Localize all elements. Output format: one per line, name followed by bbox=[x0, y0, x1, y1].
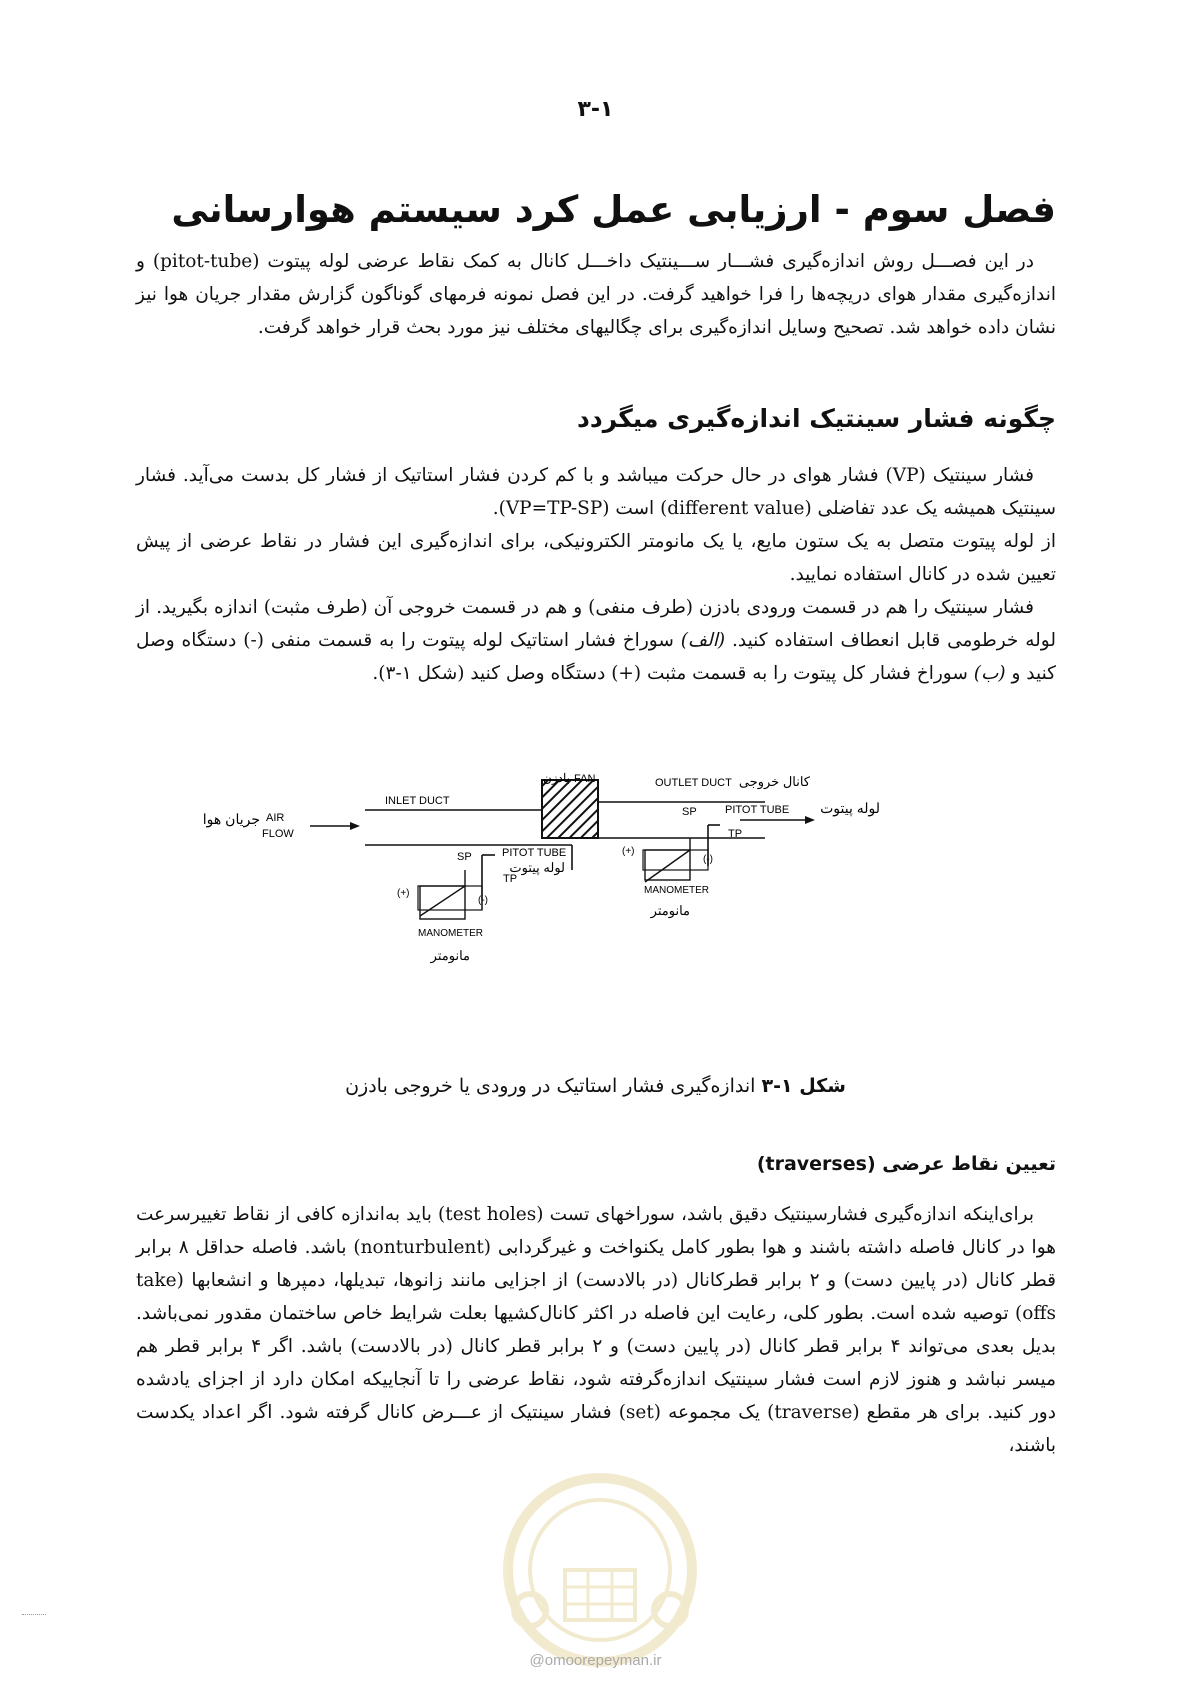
intro-paragraph: در این فصـــل روش اندازه‌گیری فشـــار ســـینتیک داخـــل کانال به کمک نقاط عرضی لوله پیتوت (pitot-tube) و اندازه‌گیری مقدار هوای دریچه‌ها را فرا خواهید گرفت. در این فصل نمونه فرمهای گوناگون گزارش مقدار جریان هوا نیز نشان داده خواهد شد. تصحیح وسایل اندازه‌گیری برای چگالیهای مختلف نیز مورد بحث قرار خواهد گرفت. bbox=[136, 251, 1056, 338]
label-outlet-fa: کانال خروجی bbox=[738, 774, 810, 789]
label-manometer-left-fa: مانومتر bbox=[430, 948, 470, 963]
label-pitot-left-fa: لوله پیتوت bbox=[509, 860, 565, 875]
page-number: ۳-۱ bbox=[577, 97, 614, 122]
section1-paragraph-3 bbox=[136, 591, 1056, 690]
label-pitot-right-fa: لوله پیتوت bbox=[820, 800, 880, 816]
figure-fan-pressure-diagram bbox=[202, 771, 980, 1040]
section1-paragraph-2: از لوله پیتوت متصل به یک ستون مایع، یا یک مانومتر الکترونیکی، برای اندازه‌گیری این فشار در نقاط عرضی از پیش تعیین شده در کانال استفاده نمایید. bbox=[136, 531, 1056, 585]
label-fan-fa: بادزن bbox=[543, 771, 570, 785]
label-inlet-en: INLET DUCT bbox=[385, 795, 450, 807]
margin-mark bbox=[22, 1614, 46, 1615]
label-plus-right: (+) bbox=[622, 846, 635, 857]
label-tp-right: TP bbox=[728, 828, 743, 840]
label-manometer-right-fa: مانومتر bbox=[650, 903, 690, 918]
label-manometer-left-en: MANOMETER bbox=[418, 928, 483, 939]
section-heading-kinetic-pressure: چگونه فشار سینتیک اندازه‌گیری میگردد bbox=[577, 404, 1056, 433]
label-air-fa: جریان هوا bbox=[202, 811, 260, 827]
label-air-en: AIR bbox=[266, 812, 285, 824]
label-minus-left: (-) bbox=[478, 895, 488, 906]
fan-diagram-svg bbox=[202, 771, 980, 1040]
label-pitot-left-en: PITOT TUBE bbox=[502, 847, 567, 859]
chapter-title: فصل سوم - ارزیابی عمل کرد سیستم هوارسانی bbox=[171, 188, 1056, 231]
section2-paragraph-1: برای‌اینکه اندازه‌گیری فشارسینتیک دقیق باشد، سوراخهای تست (test holes) باید به‌اندازه کافی از نقاط تغییرسرعت هوا در کانال فاصله داشته باشند و هوا بطور کامل یکنواخت و غیرگردابی (nonturbulent) باشد. فاصله حداقل ۸ برابر قطر کانال (در پایین دست) و ۲ برابر قطرکانال (در بالادست) از اجزایی مانند زانوها، تبدیلها، دمپرها و انشعابها (take offs) توصیه شده است. بطور کلی، رعایت این فاصله در اکثر کانال‌کشیها بعلت شرایط خاص ساختمان مقدور نمی‌باشد. بدیل بعدی می‌تواند ۴ برابر قطر کانال (در پایین دست) و ۲ برابر قطر کانال (در بالادست) باشد. اگر ۴ برابر قطر هم میسر نباشد و هنوز لازم است فشار سینتیک اندازه‌گرفته شود، نقاط عرضی را تا آنجاییکه امکان دارد از اجزای یادشده دور کنید. برای هر مقطع (traverse) یک مجموعه (set) فشار سینتیک از عـــرض کانال گرفته شود. اگر اعداد یکدست باشند، bbox=[136, 1204, 1057, 1456]
label-pitot-right-en: PITOT TUBE bbox=[725, 804, 790, 816]
label-outlet-en: OUTLET DUCT bbox=[655, 777, 732, 789]
watermark-logo-icon bbox=[470, 1460, 730, 1680]
p3-label-alef: (الف) bbox=[680, 630, 726, 651]
fan-icon bbox=[542, 780, 598, 838]
section1-paragraph-1: فشار سینتیک (VP) فشار هوای در حال حرکت میباشد و با کم کردن فشار استاتیک از فشار کل بدست می‌آید. فشار سینتیک همیشه یک عدد تفاضلی (different value) است (VP=TP-SP). bbox=[136, 465, 1056, 519]
section-heading-traverses: تعیین نقاط عرضی (traverses) bbox=[756, 1153, 1056, 1175]
figure-caption bbox=[0, 1075, 1191, 1097]
label-fan-en: FAN bbox=[574, 773, 596, 785]
p3-text-3: سوراخ فشار کل پیتوت را به قسمت مثبت (+) دستگاه وصل کنید (شکل ۱-۳). bbox=[372, 663, 974, 684]
label-sp-left: SP bbox=[457, 851, 472, 863]
label-tp-left: TP bbox=[503, 873, 518, 885]
label-minus-right: (-) bbox=[703, 854, 713, 865]
figure-caption-label: شکل ۱-۳ bbox=[761, 1075, 846, 1097]
label-plus-left: (+) bbox=[397, 888, 410, 899]
figure-caption-text: اندازه‌گیری فشار استاتیک در ورودی یا خروجی بادزن bbox=[345, 1075, 762, 1097]
footer-url: @omoorepeyman.ir bbox=[529, 1652, 662, 1669]
label-sp-right: SP bbox=[682, 806, 697, 818]
p3-label-be: (ب) bbox=[973, 663, 1006, 684]
label-manometer-right-en: MANOMETER bbox=[644, 885, 709, 896]
p3-text-2: سوراخ فشار استاتیک لوله پیتوت را به قسمت منفی (-) دستگاه وصل کنید و bbox=[136, 630, 1056, 684]
label-flow-en: FLOW bbox=[262, 828, 294, 840]
p3-text-1: فشار سینتیک را هم در قسمت ورودی بادزن (طرف منفی) و هم در قسمت خروجی آن (طرف مثبت) اندازه بگیرید. از لوله خرطومی قابل انعطاف استفاده کنید. bbox=[136, 597, 1057, 651]
